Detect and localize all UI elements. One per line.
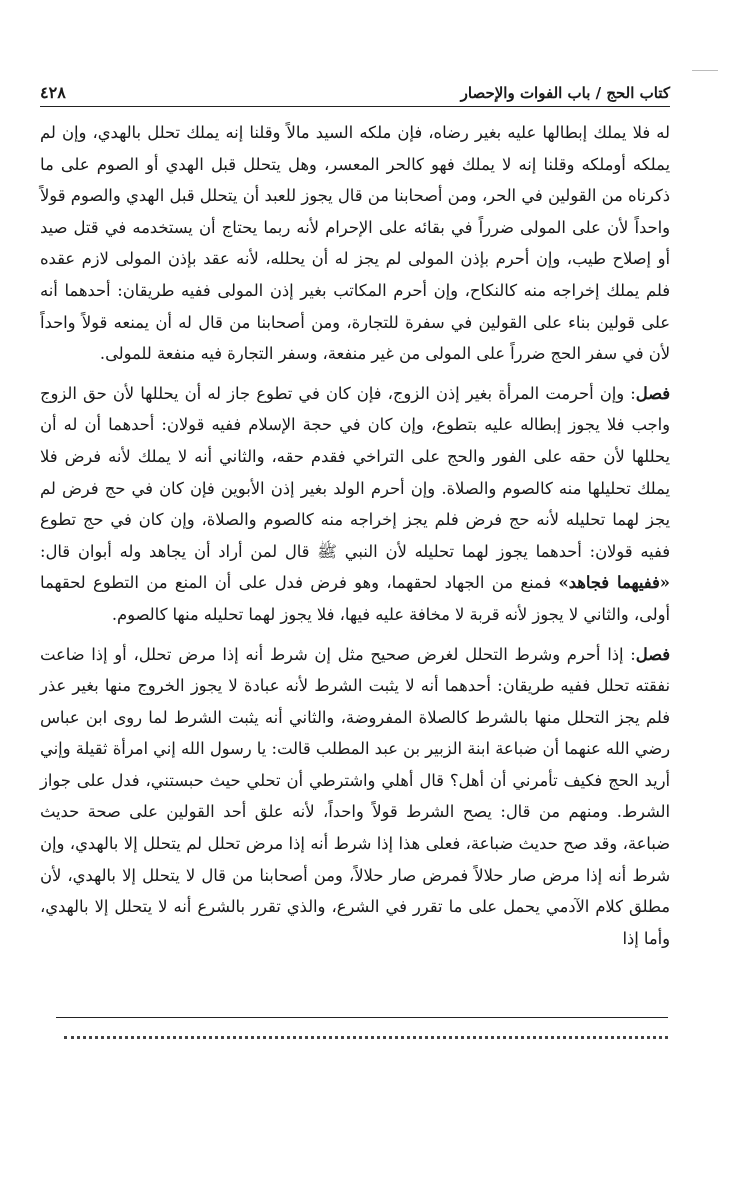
running-title: كتاب الحج / باب الفوات والإحصار [460, 84, 670, 102]
running-header [40, 72, 670, 102]
paragraph-2 [40, 378, 670, 631]
footnote-dotted-line [64, 1036, 668, 1039]
section-heading: فصل [635, 644, 670, 664]
margin-mark [692, 70, 718, 71]
header-rule [40, 106, 670, 107]
paragraph-text: له فلا يملك إبطالها عليه بغير رضاه، فإن ملكه السيد مالاً وقلنا إنه يملك تحلل بالهدي، وإن لم يملكه أوملكه وقلنا إنه لا يملك فهو كالحر المعسر، وهل يتحلل قبل الهدي أو الصوم على ما ذكرناه من القولين في الحر، ومن أصحابنا من قال يجوز للعبد أن يتحلل قبل الهدي والصوم قولاً واحداً لأن على المولى ضرراً في بقائه على الإحرام لأنه ربما يحتاج أن يستخدمه في قتل صيد أو إصلاح طيب، وإن أحرم بإذن المولى لم يجز له أن يحلله، لأنه عقد بإذن المولى لازم عقده فلم يملك إخراجه منه كالنكاح، وإن أحرم المكاتب بغير إذن المولى ففيه طريقان: أحدهما أنه على قولين بناء على القولين في سفرة للتجارة، ومن أصحابنا من قال له أن يمنعه قولاً واحداً لأن في سفر الحج ضرراً على المولى من غير منفعة، وسفر التجارة فيه منفعة للمولى. [40, 123, 670, 364]
footnote-rule [56, 1017, 668, 1018]
paragraph-1 [40, 117, 670, 370]
paragraph-3 [40, 639, 670, 955]
paragraph-text-tail: فمنع من الجهاد لحقهما، وهو فرض فدل على أن المنع من التطوع لحقهما أولى، والثاني لا يجوز لأنه قربة لا مخافة عليه فيها، فلا يجوز لهما تحليله منها كالصوم. [40, 573, 670, 624]
body-text [40, 117, 670, 954]
page-number: ٤٢٨ [40, 83, 66, 102]
paragraph-text: : وإن أحرمت المرأة بغير إذن الزوج، فإن كان في تطوع جاز له أن يحللها لأن حق الزوج واجب فلا يجوز إبطاله عليه بتطوع، وإن كان في حجة الإسلام ففيه قولان: أحدهما أن له أن يحللها لأن حقه على الفور والحج على التراخي فقدم حقه، والثاني أنه لا يملك لأنه فرض فلا يملك تحليلها منه كالصوم والصلاة. وإن أحرم الولد بغير إذن الأبوين فإن كان في حج فرض لم يجز لهما تحليله لأنه حج فرض فلم يجز إخراجه منه كالصوم والصلاة، وإن كان في حج تطوع ففيه قولان: أحدهما يجوز لهما تحليله لأن النبي ﷺ قال لمن أراد أن يجاهد وله أبوان قال: [40, 383, 670, 561]
section-heading: فصل [635, 383, 670, 403]
hadith-quote: «ففيهما فجاهد» [558, 573, 670, 593]
book-page [40, 72, 670, 962]
paragraph-text: : إذا أحرم وشرط التحلل لغرض صحيح مثل إن شرط أنه إذا مرض تحلل، أو إذا ضاعت نفقته تحلل ففيه طريقان: أحدهما أنه لا يثبت الشرط لأنه عبادة لا يجوز الخروج منها بغير عذر فلم يجز التحلل منها بالشرط كالصلاة المفروضة، والثاني أنه يثبت الشرط لما روى ابن عباس رضي الله عنهما أن ضباعة ابنة الزبير بن عبد المطلب قالت: يا رسول الله إني امرأة ثقيلة وإني أريد الحج فكيف تأمرني أن أهل؟ قال أهلي واشترطي أن تحلي حيث حبستني، فدل على جواز الشرط. ومنهم من قال: يصح الشرط قولاً واحداً، لأنه علق أحد القولين على صحة حديث ضباعة، وقد صح حديث ضباعة، فعلى هذا إذا شرط أنه إذا مرض تحلل لم يتحلل إلا بالهدي، وإن شرط أنه إذا مرض صار حلالاً فمرض صار حلالاً، ومن أصحابنا من قال لا يتحلل إلا بالهدي، لأن مطلق كلام الآدمي يحمل على ما تقرر في الشرع، والذي تقرر بالشرع أنه لا يتحلل إلا بالهدي، وأما إذا [40, 644, 670, 948]
